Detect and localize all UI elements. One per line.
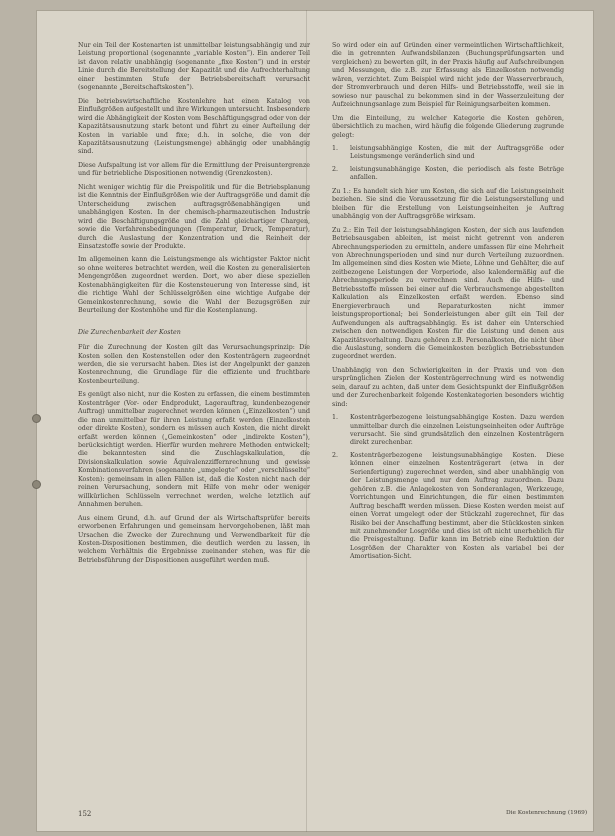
list-text: leistungsunabhängige Kosten, die periodisch als feste Beträge anfallen. bbox=[350, 165, 564, 182]
right-column bbox=[332, 42, 564, 567]
binder-hole bbox=[32, 480, 41, 489]
paragraph: Zu 1.: Es handelt sich hier um Kosten, die sich auf die Leistungseinheit beziehen. Sie sind die Voraussetzung für die Leistungserstellung und bleiben für die Erstellung von Leistungseinheiten je Auftrag unabhängig von der Auftragsgröße wirksam. bbox=[332, 187, 564, 221]
paragraph: So wird oder ein auf Gründen einer vermeintlichen Wirtschaftlichkeit, die in getrennten Aufwandsbilanzen (Buchungsprüfungsarten und vergleichen) zu bewerten gilt, in der Praxis häufig auf Aufschreibungen und Messungen, die z.B. zur Erfassung als Einzelkosten notwendig wären, verzichtet. Zum Beispiel wird nicht jede der Wasserverbrauch, der Stromverbrauch und deren Hilfs- und Betriebsstoffe, weil sie in sowieso nur pauschal zu bekommen sind in der Wasserzuleitung der Aufzeichnungsanlage zum Beispiel für Reinigungsarbeiten kommen. bbox=[332, 42, 564, 109]
list-item bbox=[332, 452, 564, 562]
list-text: Kostenträgerbezogene leistungsabhängige Kosten. Dazu werden unmittelbar durch die einzelnen Leistungseinheiten oder Aufträge verursacht. Sie sind grundsätzlich den einzelnen Kostenträgern direkt zurechenbar. bbox=[350, 414, 564, 447]
paragraph: Aus einem Grund, d.h. auf Grund der als Wirtschaftsprüfer bereits erworbenen Erfahrungen und gemeinsam hervorgehobenen, läßt man Ursachen die Zwecke der Zurechnung und Verwendbarkeit für die Kosten-Dispositionen bestimmen, die deutlich werden zu lassen, in welchem Verhältnis die Ergebnisse zueinander stehen, was für die Betriebsführung der Dispositionen ausgeführt werden muß. bbox=[78, 514, 310, 564]
binder-hole bbox=[32, 414, 41, 423]
numbered-list bbox=[332, 414, 564, 562]
paragraph: Für die Zurechnung der Kosten gilt das Verursachungsprinzip: Die Kosten sollen den Kostenstellen oder den Kostenträgern zugeordnet werden, die sie verursacht haben. Dies ist der Angelpunkt der ganzen Kostenrechnung, die Grundlage für die effiziente und fruchtbare Kostenbeurteilung. bbox=[78, 344, 310, 385]
paragraph: Unabhängig von den Schwierigkeiten in der Praxis und von den ursprünglichen Zielen der Kostenträgerrechnung wird es notwendig sein, darauf zu achten, daß unter dem Gesichtspunkt der Einflußgrößen und der Zurechenbarkeit folgende Kostenkategorien besonders wichtig sind: bbox=[332, 366, 564, 408]
list-text: leistungsabhängige Kosten, die mit der Auftragsgröße oder Leistungsmenge veränderlich sind und bbox=[350, 144, 564, 161]
paragraph: Nicht weniger wichtig für die Preispolitik und für die Betriebsplanung ist die Kenntnis der Einflußgrößen wie der Auftragsgröße und damit die Unterscheidung zwischen auftragsgrößenabhängigen und unabhängigen Kosten. In der chemisch-pharmazeutischen Industrie wird die Beschäftigungsgröße und die Zahl gleichartiger Chargen, sowie die Verfahrensbedingungen (Temperatur, Druck, Temperatur), durch die Auslastung der Konzentration und die Reinheit der Einsatzstoffe sowie der Produkte. bbox=[78, 183, 310, 250]
page-number: 152 bbox=[78, 810, 92, 818]
document-page bbox=[36, 10, 594, 832]
list-number: 1. bbox=[332, 144, 339, 152]
list-item bbox=[332, 166, 564, 183]
paragraph: Diese Aufspaltung ist vor allem für die Ermittlung der Preisuntergrenze und für betriebliche Dispositionen notwendig (Grenzkosten). bbox=[78, 161, 310, 178]
left-column bbox=[78, 42, 310, 570]
paragraph: Zu 2.: Ein Teil der leistungsabhängigen Kosten, der sich aus laufenden Betriebsausgaben ableiten, ist meist nicht getrennt von anderen Abrechnungsperioden zu ermitteln, andere umfassen für eine Mehrheit von Abrechnungsperioden und sind nur durch Verteilung zuzuordnen. Im allgemeinen sind dies Kosten wie Miete, Löhne und Gehälter, die auf zeitbezogene Leistungen der Vorperiode, also kalendermäßig auf die Abrechnungsperiode zu verrechnen sind. Auch die Hilfs- und Betriebsstoffe müssen bei einer auf die Verbrauchsmenge abgestellten Kalkulation als Einzelkosten erfaßt werden. Ebenso sind Energieverbrauch und Reparaturkosten nicht immer leistungsproportional; bei Sonderleistungen aber gilt ein Teil der Aufwendungen als auftragsabhängig. Es ist daher ein Unterschied zwischen den notwendigen Kosten für die Leistung und denen aus Kapazitätsvorhaltung. Dazu gehören z.B. Personalkosten, die nicht über die Auslastung, sondern die Gemeinkosten bezüglich Betriebsstunden zugeordnet werden. bbox=[332, 226, 564, 361]
numbered-list bbox=[332, 145, 564, 183]
list-number: 2. bbox=[332, 451, 339, 459]
paragraph: Im allgemeinen kann die Leistungsmenge als wichtigster Faktor nicht so ohne weiteres betrachtet werden, weil die Kosten zu generalisierten Mengengrößen zugeordnet werden. Dort, wo aber diese speziellen Kostenabhängigkeiten für die Kostensteuerung von Interesse sind, ist die richtige Wahl der Schlüsselgrößen eine wichtige Aufgabe der Gemeinkostenrechnung, sowie die Wahl der Bezugsgrößen zur Beurteilung der Kostenhöhe und für die Kostenplanung. bbox=[78, 256, 310, 315]
footer-note: Die Kostenrechnung (1969) bbox=[506, 810, 588, 816]
list-text: Kostenträgerbezogene leistungsunabhängige Kosten. Diese können einer einzelnen Kostenträgerart (etwa in der Serienfertigung) zugerechnet werden, sind aber unabhängig von der Leistungsmenge und nur dem Auftrag zuzuordnen. Dazu gehören z.B. die Anlagekosten von Sonderanlagen, Werkzeuge, Vorrichtungen und Einrichtungen, die für einen bestimmten Auftrag beschafft werden müssen. Diese Kosten werden meist auf einen Vorrat umgelegt oder der Stückzahl zugerechnet, für das Risiko bei der Anschaffung bestimmt, aber die Stückkosten sinken mit zunehmender Losgröße und dies ist oft nicht unerheblich für die Preisgestaltung. Dafür kann im Betrieb eine Reduktion der Losgrößen der Charakter von Kosten als variabel bei der Amortisation-Sicht. bbox=[350, 451, 564, 561]
list-item bbox=[332, 414, 564, 448]
paragraph: Nur ein Teil der Kostenarten ist unmittelbar leistungsabhängig und zur Leistung proportional (sogenannte „variable Kosten“). Ein anderer Teil ist davon relativ unabhängig (sogenannte „fixe Kosten“) und in erster Linie durch die Bereitstellung der Kapazität und die Aufrechterhaltung einer bestimmten Stufe der Betriebsbereitschaft verursacht (sogenannte „Bereitschaftskosten“). bbox=[78, 42, 310, 92]
list-item bbox=[332, 145, 564, 162]
section-heading: Die Zurechenbarkeit der Kosten bbox=[78, 328, 181, 336]
list-number: 2. bbox=[332, 165, 339, 173]
paragraph: Um die Einteilung, zu welcher Kategorie die Kosten gehören, übersichtlich zu machen, wird häufig die folgende Gliederung zugrunde gelegt: bbox=[332, 114, 564, 139]
list-number: 1. bbox=[332, 414, 339, 422]
paragraph: Es genügt also nicht, nur die Kosten zu erfassen, die einem bestimmten Kostenträger (Vor- oder Endprodukt, Lagerauftrag, kundenbezogener Auftrag) unmittelbar zugerechnet werden können („Einzelkosten“) und die man unmittelbar für ihren Leistung erfaßt werden (Einzelkosten oder direkte Kosten), sondern es müssen auch Kosten, die nicht direkt erfaßt werden können („Gemeinkosten“ oder „indirekte Kosten“), berücksichtigt werden. Hierfür wurden mehrere Methoden entwickelt; die bekanntesten sind die Zuschlagskalkulation, die Divisionskalkulation sowie Äquivalenzziffernrechnung und gewisse Kombinationsverfahren (sogenannte „umgelegte“ oder „verschlüsselte“ Kosten): gemeinsam in allen Fällen ist, daß die Kosten nicht nach der reinen Verursachung, sondern mit Hilfe von mehr oder weniger willkürlichen Schlüsseln verrechnet werden, welche letztlich auf Annahmen beruhen. bbox=[78, 391, 310, 509]
paragraph: Die betriebswirtschaftliche Kostenlehre hat einen Katalog von Einflußgrößen aufgestellt und ihre Wirkungen untersucht. Insbesondere wird die Abhängigkeit der Kosten vom Beschäftigungsgrad oder von der Kapazitätsausnutzung stark betont und führt zu einer Aufteilung der Kosten in variable und fixe; d.h. in solche, die von der Kapazitätsausnutzung (Leistungsmenge) abhängig oder unabhängig sind. bbox=[78, 97, 310, 156]
